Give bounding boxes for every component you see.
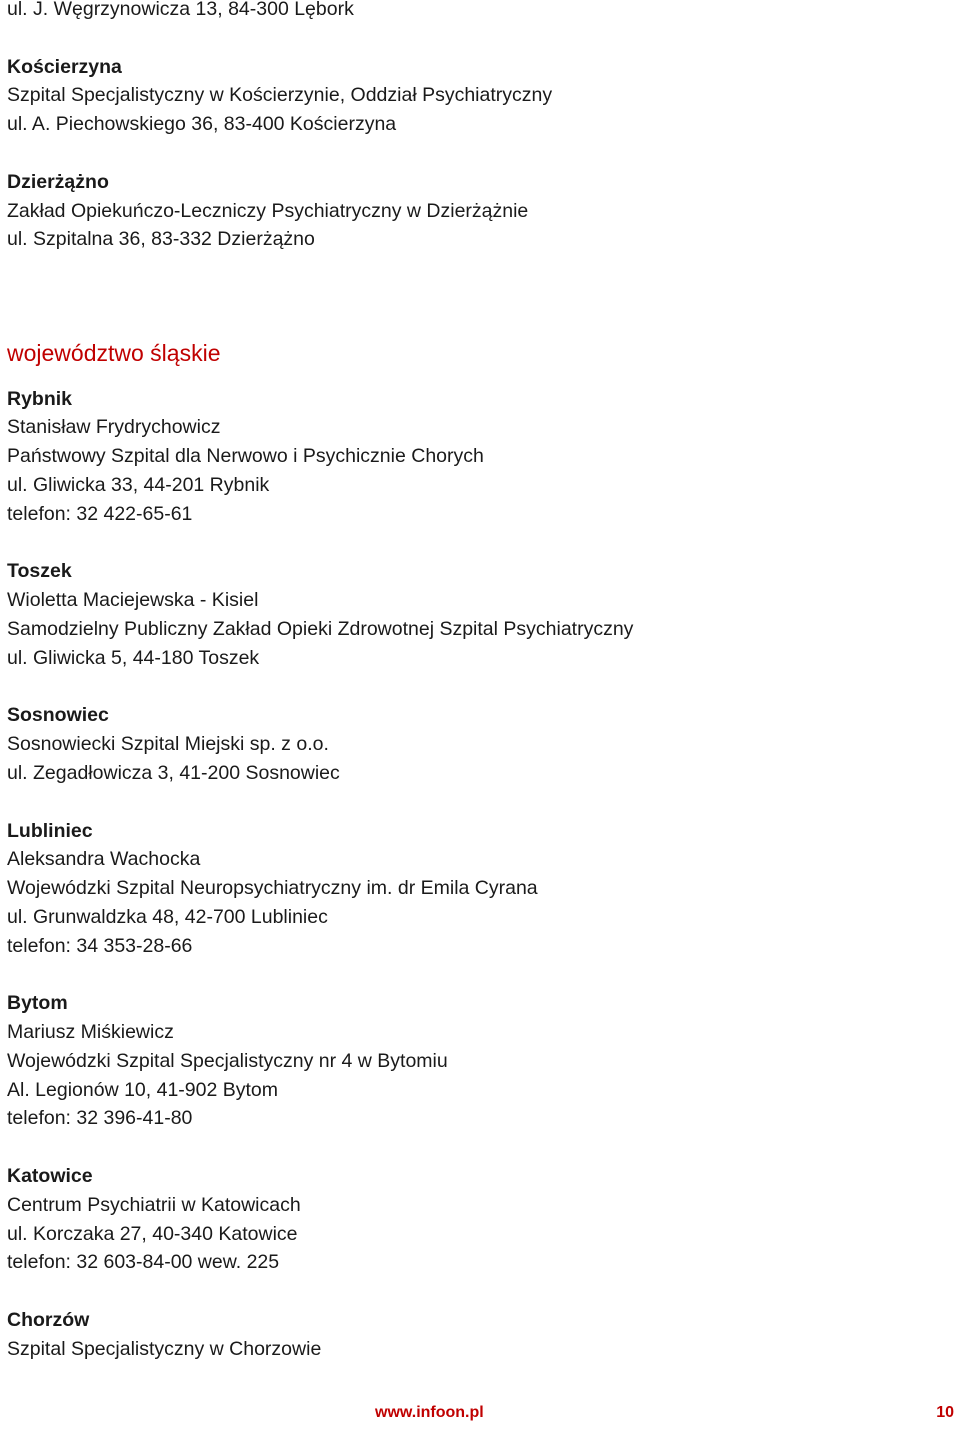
facility-entry (7, 53, 947, 139)
region-heading: województwo śląskie (7, 339, 221, 366)
entry-detail-line: Szpital Specjalistyczny w Chorzowie (7, 1337, 322, 1360)
entry-spacer (7, 961, 947, 990)
facility-entry (7, 817, 947, 961)
document-content (7, 0, 947, 1364)
city-heading: Kościerzyna (7, 55, 122, 78)
entry-detail-line: Stanisław Frydrychowicz (7, 416, 221, 439)
entry-detail-line: Państwowy Szpital dla Nerwowo i Psychicznie Chorych (7, 445, 484, 468)
entry-spacer (7, 1133, 947, 1162)
city-heading: Chorzów (7, 1309, 90, 1332)
entry-detail-line: Zakład Opiekuńczo-Leczniczy Psychiatryczny w Dzierżążnie (7, 199, 529, 222)
entry-spacer (7, 673, 947, 702)
entry-detail-line: Szpital Specjalistyczny w Kościerzynie, Oddział Psychiatryczny (7, 84, 553, 107)
entry-detail-line: ul. Zegadłowicza 3, 41-200 Sosnowiec (7, 761, 340, 784)
entry-detail-line: ul. Szpitalna 36, 83-332 Dzierżążno (7, 228, 315, 251)
entry-detail-line: ul. Korczaka 27, 40-340 Katowice (7, 1222, 298, 1245)
entry-spacer (7, 1277, 947, 1306)
intro-address: ul. J. Węgrzynowicza 13, 84-300 Lębork (7, 0, 354, 20)
city-heading: Sosnowiec (7, 704, 109, 727)
entry-spacer (7, 788, 947, 817)
sections-container (7, 53, 947, 1364)
entry-detail-line: Al. Legionów 10, 41-902 Bytom (7, 1078, 279, 1101)
entry-detail-line: telefon: 34 353-28-66 (7, 934, 193, 957)
entry-detail-line: Wojewódzki Szpital Neuropsychiatryczny im. dr Emila Cyrana (7, 877, 538, 900)
city-heading: Lubliniec (7, 819, 93, 842)
facility-entry (7, 701, 947, 787)
entry-detail-line: telefon: 32 396-41-80 (7, 1107, 193, 1130)
entry-detail-line: Samodzielny Publiczny Zakład Opieki Zdrowotnej Szpital Psychiatryczny (7, 617, 634, 640)
entry-detail-line: Centrum Psychiatrii w Katowicach (7, 1193, 301, 1216)
entry-detail-line: ul. Gliwicka 5, 44-180 Toszek (7, 646, 260, 669)
facility-entry (7, 989, 947, 1133)
entry-detail-line: telefon: 32 422-65-61 (7, 502, 193, 525)
entry-detail-line: Sosnowiecki Szpital Miejski sp. z o.o. (7, 733, 329, 756)
entry-detail-line: Mariusz Miśkiewicz (7, 1021, 174, 1044)
facility-entry (7, 1162, 947, 1277)
city-heading: Toszek (7, 560, 72, 583)
entry-detail-line: ul. A. Piechowskiego 36, 83-400 Kościerzyna (7, 113, 397, 136)
section-spacer (7, 254, 947, 340)
facility-entry (7, 385, 947, 529)
page-footer (0, 1404, 960, 1428)
footer-website-link[interactable]: www.infoon.pl (375, 1404, 484, 1421)
spacer (7, 24, 947, 53)
city-heading: Bytom (7, 992, 68, 1015)
page-number: 10 (936, 1404, 954, 1421)
entry-detail-line: ul. Gliwicka 33, 44-201 Rybnik (7, 473, 270, 496)
city-heading: Rybnik (7, 387, 73, 410)
entry-spacer (7, 139, 947, 168)
entry-detail-line: Aleksandra Wachocka (7, 848, 201, 871)
facility-entry (7, 1306, 947, 1364)
city-heading: Dzierżążno (7, 170, 109, 193)
facility-entry (7, 168, 947, 254)
entry-detail-line: ul. Grunwaldzka 48, 42-700 Lubliniec (7, 905, 328, 928)
entry-spacer (7, 529, 947, 558)
entry-detail-line: Wojewódzki Szpital Specjalistyczny nr 4 w Bytomiu (7, 1049, 448, 1072)
city-heading: Katowice (7, 1165, 93, 1188)
facility-entry (7, 557, 947, 672)
entry-detail-line: telefon: 32 603-84-00 wew. 225 (7, 1251, 280, 1274)
entry-detail-line: Wioletta Maciejewska - Kisiel (7, 589, 259, 612)
